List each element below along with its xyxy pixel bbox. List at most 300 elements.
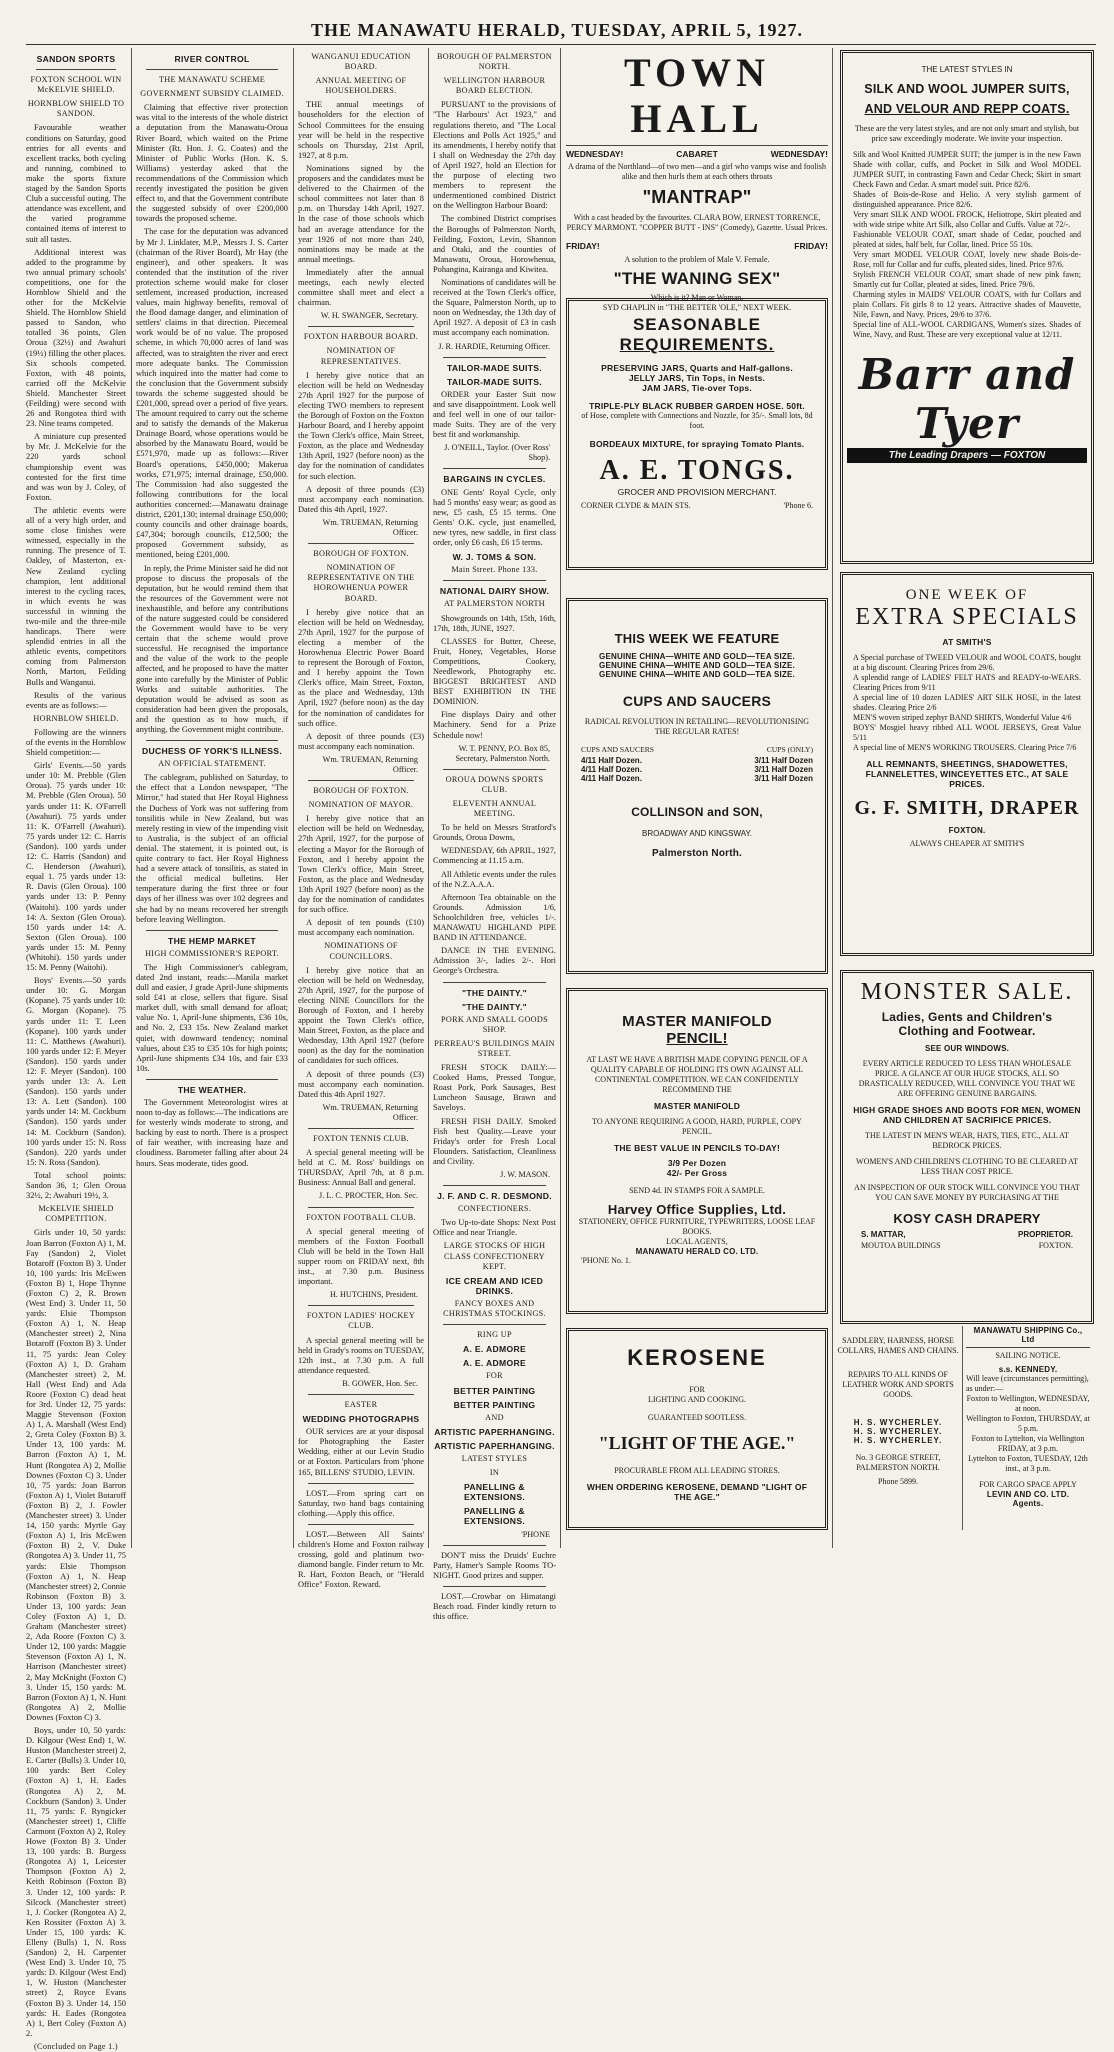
ad-line: A. E. ADMORE bbox=[463, 1344, 526, 1355]
paragraph: CLASSES for Butter, Cheese, Fruit, Honey, Vegetables, Horse Competitions, Cookery, Needlework, Photography etc. BIGGEST BRIGHTEST AND BEST EXHIBITION IN THE DOMINION. bbox=[433, 636, 556, 707]
paragraph: I hereby give notice that an election will be held on Wednesday 27th April 1927 for the purpose of electing TWO members to represent the Borough of Foxton on the Foxton Harbour Board, and I hereby appoint the Town Clerk's office, Main Street, Foxton, as the place and Wednesday 13th April, 1927 (before noon) as the day for the nomination of candidates for such election. bbox=[298, 370, 424, 481]
paragraph: A deposit of ten pounds (£10) must accompany each nomination. bbox=[298, 918, 424, 938]
town: FOXTON. bbox=[948, 826, 986, 835]
ad-line: Stylish FRENCH VELOUR COAT, smart shade of new pink fawn; Smartly cut fur Collar, pleated at sides, lined. Price 79/6. bbox=[853, 270, 1081, 289]
ad-line: GENUINE CHINA—WHITE AND GOLD—TEA SIZE. bbox=[599, 652, 795, 661]
paragraph: Boys, under 10, 50 yards: D. Kilgour (West End) 1, W. Huston (Manchester street) 2, E. Carter (Bulls) 3. Under 10, 100 yards: Bert Coley (Foxton A) 1, H. Eades (Rongotea A) 2, M. Cockburn (Sandon) 3. Under 11, 75 yards: F. Ryngicker (Manchester street) 1, Cliffe Carmont (Foxton A) 2, Roley Howe (Foxton B) 3. Under 13, 100 yards: B. Burgess (Rongotea A) 1, Leicester Thompson (Foxton A) 2, Keith Robinson (Foxton B) 3. Under 12, 100 yards: P. Silcock (Manchester street) 1, J. Cocker (Rongotea A) 2, Ken Rossiter (Foxton A) 3. Under 15, 100 yards: K. Elleny (Bulls) 1, N. Ross (Sandon) 2, H. Carpenter (West End) 3. Under 10, 75 yards: D. Kilgour (West End) 1, W. Huston (Manchester street) 2, Royce Evans (Foxton B) 3. Under 14, 150 yards: H. Eades (Rongotea A) 1, Bert Coley (Foxton A) 2. bbox=[26, 1726, 126, 2038]
price: 4/11 Half Dozen. bbox=[581, 765, 642, 774]
paragraph: In reply, the Prime Minister said he did not propose to discuss the proposals of the deputation, but he would remind them that the resources of the Government were not inexhaustible, and before any contributions of the nature suggested could be considered the Government would have to be very certain that the scheme would prove successful. He recognised the importance and the value of the work to the people affected, and he proposed to have the matter gone into carefully by the Minister of Public Works and suitable authorities. The deputation would be advised as soon as consideration had been given the proposals, and the question as to how much, if anything, the Government might contribute. bbox=[136, 563, 288, 734]
divider bbox=[146, 930, 278, 931]
shipping-ad bbox=[966, 1326, 1090, 1530]
merchant-name: KOSY CASH DRAPERY bbox=[893, 1211, 1041, 1226]
film-tagline: Which is it? Man or Woman. bbox=[650, 293, 744, 302]
day-label: WEDNESDAY! bbox=[566, 149, 624, 159]
town: FOXTON. bbox=[1038, 1241, 1073, 1250]
merchant-name: H. S. WYCHERLEY. bbox=[853, 1427, 943, 1436]
column-river-control bbox=[136, 50, 288, 1550]
signature: J. R. HARDIE, Returning Officer. bbox=[438, 341, 550, 351]
divider bbox=[36, 69, 116, 70]
notice-subheading: PORK AND SMALL GOODS SHOP. bbox=[441, 1014, 548, 1034]
townhall-title: TOWN HALL bbox=[624, 50, 770, 141]
notice-heading: TAILOR-MADE SUITS. bbox=[447, 376, 542, 387]
merchant-trade: GROCER AND PROVISION MERCHANT. bbox=[617, 487, 777, 497]
paragraph: I hereby give notice that an election will be held on Wednesday, 27th April, 1927, for the purpose of electing a Mayor for the Borough of Foxton, and I hereby appoint the Town Clerk's office, Main Street, Foxton, as the place and Wednesday 13th April 1927 (before noon) as the day for the nomination of candidates for such office. bbox=[298, 814, 424, 915]
ad-line: AT LAST WE HAVE A BRITISH MADE COPYING PENCIL OF A QUALITY CAPABLE OF HOLDING ITS OWN AGAINST ALL CONTINENTAL COMPETITION. WE CAN CONFIDENTLY RECOMMEND THE bbox=[586, 1055, 808, 1094]
notice-heading: "THE DAINTY." bbox=[461, 1001, 528, 1012]
ad-title: SEASONABLE bbox=[632, 315, 762, 334]
ad-line: WHEN ORDERING KEROSENE, DEMAND "LIGHT OF THE AGE." bbox=[586, 1482, 808, 1502]
ad-slogan: "LIGHT OF THE AGE." bbox=[598, 1433, 796, 1453]
ad-line: AND bbox=[485, 1412, 504, 1422]
ad-line: BOYS' Mosgiel heavy ribbed ALL WOOL JERSEYS, Great Value 5/11 bbox=[853, 723, 1081, 742]
notice-line: LARGE STOCKS OF HIGH CLASS CONFECTIONERY KEPT. bbox=[443, 1241, 546, 1271]
paragraph: A special general meeting will be held in Grady's rooms on TUESDAY, 12th inst., at 7.30 p.m. A full attendance requested. bbox=[298, 1335, 424, 1375]
paragraph: Following are the winners of the events in the Hornblow Shield competition:— bbox=[26, 727, 126, 758]
address: MOUTOA BUILDINGS bbox=[861, 1241, 941, 1250]
ad-line: TO ANYONE REQUIRING A GOOD, HARD, PURPLE, COPY PENCIL. bbox=[592, 1117, 802, 1136]
signature: B. GOWER, Hon. Sec. bbox=[342, 1378, 418, 1388]
divider bbox=[443, 769, 546, 770]
merchant-name: COLLINSON and SON, bbox=[631, 805, 763, 819]
column-notices-2 bbox=[433, 50, 556, 1622]
merchant-address-row bbox=[569, 497, 825, 510]
film-cast: With a cast headed by the favourites. CLARA BOW, ERNEST TORRENCE, PERCY MARMONT. "COPPER BUTT - INS" (Comedy), Gazette. Usual Prices. bbox=[566, 213, 828, 232]
paragraph: Boys' Events.—50 yards under 10: G. Morgan (Kopane). 75 yards under 10: G. Morgan (Kopane). 75 yards under 11: T. Leen (Kopane). 100 yards under 11: C. Matthews (Awahuri). 100 yards under 12: F. Meyer (Sandon). 150 yards under 12: F. Meyer (Sandon). 100 yards under 13: A. Lett (Sandon). 150 yards under 13: A. Lett (Sandon). 100 yards under 14: M. Cockburn (Sandon). 150 yards under 14: M. Cockburn (Sandon). 100 yards under 15: N. Ross (Sandon). 220 yards under 15: N. Ross (Sandon). bbox=[26, 976, 126, 1167]
ad-title: SILK AND WOOL JUMPER SUITS, bbox=[864, 82, 1070, 96]
divider bbox=[443, 1586, 546, 1587]
ad-line: SAILING NOTICE. bbox=[995, 1351, 1061, 1360]
ad-line: ARTISTIC PAPERHANGING. bbox=[434, 1426, 555, 1437]
ad-title: PENCIL! bbox=[666, 1030, 728, 1047]
divider bbox=[443, 1324, 546, 1325]
paragraph: Claiming that effective river protection was vital to the interests of the whole district a deputation from the Manawatu-Oroua River Board, which waited on the Prime Minister (Rt. Hon. J. G. Coates) and the Minister of Public Works (Hon. K. S. Williams) yesterday asked that the recommendations of the Commission which recently investigated the position be given effect to, and that the Government contribute the suggested subsidy of over £200,000 towards the proposed scheme. bbox=[136, 103, 288, 224]
ad-line: ALL REMNANTS, SHEETINGS, SHADOWETTES, FLANNELETTES, WINCEYETTES ETC., AT SALE PRICES. bbox=[865, 759, 1069, 789]
price-row bbox=[569, 756, 825, 765]
ad-line: RADICAL REVOLUTION IN RETAILING—REVOLUTIONISING THE REGULAR RATES! bbox=[584, 717, 810, 736]
signature: W. T. PENNY, P.O. Box 85, Secretary, Palmerston North. bbox=[455, 743, 550, 763]
ad-line: Fashionable VELOUR COAT, smart shade of Cedar, pouched and pleated at sides, half belt, fur Collar, lined. Price 55 10s. bbox=[853, 230, 1081, 249]
notice-heading: FOXTON TENNIS CLUB. bbox=[313, 1134, 409, 1143]
divider bbox=[308, 1207, 414, 1208]
agent-name: LEVIN AND CO. LTD. bbox=[986, 1490, 1070, 1499]
column-rule bbox=[560, 48, 561, 1548]
price-column-label: CUPS (ONLY) bbox=[766, 745, 813, 754]
column-sandon-sports bbox=[26, 50, 126, 2051]
signature: H. HUTCHINS, President. bbox=[329, 1290, 418, 1300]
notice-line: FANCY BOXES AND CHRISTMAS STOCKINGS. bbox=[443, 1298, 546, 1319]
paragraph: THE annual meetings of householders for the election of School Committees for the ensuing year will be held in the respective schools on Thursday, 21st April, 1927, at 8 p.m. bbox=[298, 100, 424, 160]
paragraph: Girls' Events.—50 yards under 10: M. Prebble (Glen Oroua). 75 yards under 10: M. Prebble (Glen Oroua). 50 yards under 11: K. O'Farrell (Awahuri). 75 yards under 11: K. O'Farrell (Awahuri). 75 yards under 12: C. Harris (Sandon). 100 yards under 12: C. Harris (Sandon) and C. Henderson (Awahuri), equal 1. 75 yards under 13: R. Davis (Glen Oroua). 100 yards under 13: P. Penny (Waitohi). 100 yards under 14: A. Sexton (Glen Oroua). 150 yards under 14: A. Sexton (Glen Oroua). 100 yards under 15: M. Penny (Whitohi). 150 yards under 15: M. Penny (Waitohi). bbox=[26, 761, 126, 973]
notice-subheading: AT PALMERSTON NORTH bbox=[443, 599, 546, 609]
notice-subheading: ELEVENTH ANNUAL MEETING. bbox=[452, 799, 537, 819]
paragraph: LOST.—Between All Saints' children's Home and Foxton railway crossing, gold and platinum two-diamond bangle. Finder return to Mr. R. Hart, Foxton Beach, or "Herald Office" Foxton. Reward. bbox=[298, 1529, 424, 1590]
ad-line: THE LATEST IN MEN'S WEAR, HATS, TIES, ETC., ALL AT BEDROCK PRICES. bbox=[865, 1131, 1069, 1150]
ad-line: FOR CARGO SPACE APPLY bbox=[979, 1480, 1077, 1489]
notice-heading: TAILOR-MADE SUITS. bbox=[447, 362, 542, 373]
paragraph: The cablegram, published on Saturday, to the effect that a London newspaper, "The Mirror," had stated that Her Royal Highness the Duchess of York was not suffering from tonsilitis while in New Zealand, but was merely resting in view of the impending visit to Australia, is the subject of an official denial. The statement, it is pointed out, is quite contrary to fact. Her Royal Highness had a severe attack of tonsilitis, as stated in the official medical bulletins. Her temperature during the first three or four days of her illness was over 102 degrees and she had by no means recovered her strength before leaving Wellington. bbox=[136, 773, 288, 924]
ad-title: Clothing and Footwear. bbox=[898, 1024, 1036, 1038]
paragraph: Results of the various events are as follows:— bbox=[26, 690, 126, 710]
ad-line: Charming styles in MAIDS' VELOUR COATS, with fur Collars and plain Collars. Fit girls 8 to 12 years. Attractive shades of Mauvette, Nile, Fawn, and Navy. Prices, 29/6 to 37/6. bbox=[853, 290, 1081, 319]
article-heading: THE HEMP MARKET bbox=[168, 935, 256, 946]
notice-heading: BOROUGH OF PALMERSTON NORTH. bbox=[436, 52, 553, 72]
ad-line: THE LATEST STYLES IN bbox=[921, 65, 1013, 74]
ad-line: PANELLING & EXTENSIONS. bbox=[463, 1506, 526, 1527]
paragraph: Additional interest was added to the programme by two annual primary schools' competitions, one for the Hornblow Shield and the other for the McKelvie Shield. The Hornblow Shield passed to Sandon, who totalled 36 points, Glen Oroua (32½) and Awahuri (19½) filling the other places. Six schools competed. Foxton, with 48 points, carried off the McKelvie Shield. Manchester Street (Feilding) were second with 26 and Rongotea third with 23. Nine teams competed. bbox=[26, 247, 126, 429]
ad-line: JELLY JARS, Tin Tops, in Nests. bbox=[628, 373, 766, 383]
day-label: WEDNESDAY! bbox=[770, 149, 828, 159]
merchant-name: A. E. TONGS. bbox=[599, 455, 795, 486]
townhall-day-row bbox=[566, 149, 828, 159]
address: No. 3 GEORGE STREET, PALMERSTON NORTH. bbox=[855, 1453, 941, 1472]
paragraph: DON'T miss the Druids' Euchre Party, Hamer's Sample Rooms TO-NIGHT. Good prizes and supper. bbox=[433, 1550, 556, 1580]
merchant-name: G. F. SMITH, DRAPER bbox=[854, 797, 1080, 819]
divider bbox=[308, 1394, 414, 1395]
ad-line: Very smart SILK AND WOOL FROCK, Heliotrope, Skirt pleated and with wide stripe white Art Silk, also Collar and Cuffs. Value at 72/-. bbox=[853, 210, 1081, 229]
signature: J. O'NEILL, Taylor. (Over Ross' Shop). bbox=[444, 443, 550, 463]
divider bbox=[308, 1483, 414, 1484]
paragraph: A special general meeting of members of the Foxton Football Club will be held in the Town Hall supper room on FRIDAY next, 8th inst., at 7.30 p.m. Business important. bbox=[298, 1226, 424, 1287]
ad-line: GENUINE CHINA—WHITE AND GOLD—TEA SIZE. bbox=[599, 661, 795, 670]
paragraph: Fine displays Dairy and other Machinery. Send for a Prize Schedule now! bbox=[433, 710, 556, 740]
notice-subheading: NOMINATION OF REPRESENTATIVE ON THE HOROWHENUA POWER BOARD. bbox=[307, 563, 415, 603]
ad-line: A Special purchase of TWEED VELOUR and WOOL COATS, bought at a big discount. Clearing Prices from 29/6. bbox=[853, 653, 1081, 672]
next-week-note: SYD CHAPLIN in "THE BETTER 'OLE," NEXT WEEK. bbox=[602, 303, 792, 312]
ad-line: MEN'S woven striped zephyr BAND SHIRTS, Wonderful Value 4/6 bbox=[853, 713, 1072, 722]
signature: Wm. TRUEMAN, Returning Officer. bbox=[322, 754, 418, 774]
paragraph: A special general meeting will be held at C. M. Ross' buildings on THURSDAY, April 7th, at 8 p.m. Business: Annual Ball and general. bbox=[298, 1148, 424, 1188]
ad-line: AN INSPECTION OF OUR STOCK WILL CONVINCE YOU THAT YOU CAN SAVE MONEY BY PURCHASING AT THE bbox=[854, 1183, 1080, 1202]
column-rule bbox=[428, 48, 429, 1548]
divider bbox=[443, 1185, 546, 1186]
article-subheading: FOXTON SCHOOL WIN McKELVIE SHIELD. bbox=[30, 75, 122, 95]
phone: Phone 5899. bbox=[878, 1477, 918, 1486]
ad-line: PRESERVING JARS, Quarts and Half-gallons. bbox=[601, 363, 793, 373]
article-heading: THE WEATHER. bbox=[177, 1084, 247, 1095]
column-rule bbox=[962, 1326, 963, 1530]
sailing: Foxton to Wellington, WEDNESDAY, at noon. bbox=[966, 1394, 1090, 1413]
ad-line: MASTER MANIFOLD bbox=[653, 1101, 741, 1111]
notice-heading: "THE DAINTY." bbox=[461, 987, 528, 998]
divider bbox=[308, 1524, 414, 1525]
paragraph: Showgrounds on 14th, 15th, 16th, 17th, 18th, JUNE, 1927. bbox=[433, 613, 556, 633]
ad-line: REPAIRS TO ALL KINDS OF LEATHER WORK AND SPORTS GOODS. bbox=[842, 1370, 954, 1399]
divider bbox=[308, 1128, 414, 1129]
signature: W. J. TOMS & SON. bbox=[452, 552, 537, 563]
paragraph: The High Commissioner's cablegram, dated 2nd instant, reads:—Manila market dull and easier, J grade April-June shipments sold £41 at close, sellers that figure. Sisal market dull, with small demand for afloat; value No. 1, April-June shipments, £36 10s, and No. 2, £33 15s. New Zealand market quiet, with downward tendency; nominal values, about £35 to £35 10s for high points; April-June shipments £34 10s, and fair £33 10s. bbox=[136, 962, 288, 1073]
ad-line: FOR bbox=[689, 1385, 705, 1394]
masthead: THE MANAWATU HERALD, TUESDAY, APRIL 5, 1927. bbox=[310, 20, 804, 40]
ad-line: FOR bbox=[486, 1371, 503, 1381]
film-description: A drama of the Northland—of two men—and a girl who vamps wise and foolish alike and then hurls them at each others throats bbox=[568, 162, 826, 181]
notice-heading: FOXTON HARBOUR BOARD. bbox=[303, 332, 419, 342]
notice-heading: BOROUGH OF FOXTON. bbox=[313, 786, 409, 796]
ad-line: ONE WEEK OF bbox=[905, 587, 1029, 603]
price-column-label: CUPS AND SAUCERS bbox=[581, 745, 655, 754]
proprietor-row bbox=[843, 1226, 1091, 1239]
ad-line: MANAWATU HERALD CO. LTD. bbox=[635, 1247, 759, 1256]
ad-line: Agents. bbox=[1012, 1499, 1044, 1508]
notice-subheading: ANNUAL MEETING OF HOUSEHOLDERS. bbox=[315, 76, 407, 96]
address-row bbox=[843, 1239, 1091, 1250]
continuation-note: (Concluded on Page 1.) bbox=[34, 2041, 118, 2051]
ad-line: of Hose, complete with Connections and Nozzle, for 35/-. Small lots, 8d foot. bbox=[581, 411, 813, 430]
address: Main Street. Phone 133. bbox=[451, 565, 538, 575]
article-subheading: HORNBLOW SHIELD TO SANDON. bbox=[27, 99, 125, 119]
price: 3/11 Half Dozen bbox=[754, 756, 813, 765]
merchant-name: H. S. WYCHERLEY. bbox=[853, 1418, 943, 1427]
ad-line: These are the very latest styles, and are not only smart and stylish, but price saw exceedingly moderate. We invite your inspection. bbox=[854, 124, 1080, 143]
paragraph: I hereby give notice that an election will be held on Wednesday, 27th April, 1927, for the purpose of electing NINE Councillors for the Borough of Foxton, and I hereby appoint the Town Clerk's office, Main Street, Foxton, as the place and Wednesday, 13th April 1927 (before noon) as the day for the nomination of candidates for such offices. bbox=[298, 965, 424, 1066]
ad-line: GENUINE CHINA—WHITE AND GOLD—TEA SIZE. bbox=[599, 670, 795, 679]
notice-heading: NATIONAL DAIRY SHOW. bbox=[439, 586, 550, 597]
paragraph: OUR services are at your disposal for Photographing the Easter Wedding, either at our Levin Studio or at Foxton. Particulars from 'phone 165, BILLENS' STUDIO, LEVIN. bbox=[298, 1427, 424, 1477]
ad-line: GUARANTEED SOOTLESS. bbox=[647, 1413, 747, 1422]
signature: Wm. TRUEMAN, Returning Officer. bbox=[322, 517, 418, 538]
price-row bbox=[569, 774, 825, 783]
divider bbox=[308, 1305, 414, 1306]
notice-heading: EASTER bbox=[344, 1399, 378, 1409]
phone: 'PHONE No. 1. bbox=[581, 1256, 631, 1265]
paragraph: Afternoon Tea obtainable on the Grounds. Admission 1/6, Schoolchildren free, vehicles 1/-. MANAWATU HIGHLAND PIPE BAND IN ATTENDANCE. bbox=[433, 892, 556, 943]
paragraph: A miniature cup presented by Mr. J. McKelvie for the 220 yards school championship event was contested for the first time and was won by J. Coley, of Foxton. bbox=[26, 432, 126, 502]
divider bbox=[308, 780, 414, 781]
film-description: A solution to the problem of Male V. Female. bbox=[624, 255, 770, 264]
price: 3/11 Half Dozen bbox=[754, 774, 813, 783]
paragraph: A deposit of three pounds (£3) must accompany each nomination. Dated this 4th April 1927. bbox=[298, 1069, 424, 1099]
column-rule bbox=[293, 48, 294, 1548]
paragraph: WEDNESDAY, 6th APRIL, 1927, Commencing at 11.15 a.m. bbox=[433, 846, 556, 866]
ad-line: Very smart MODEL VELOUR COAT, lovely new shade Bois-de-Rose, roll fur Collar and fur cuffs, pleated sides, lined. Price 97/6. bbox=[853, 250, 1081, 269]
divider bbox=[308, 326, 414, 327]
signature: W. H. SWANGER, Secretary. bbox=[320, 311, 418, 321]
paragraph: To be held on Messrs Stratford's Grounds, Oroua Downs, bbox=[433, 823, 556, 843]
sailing: Lyttelton to Foxton, TUESDAY, 12th inst., at 3 p.m. bbox=[968, 1454, 1088, 1473]
proprietor-label: PROPRIETOR. bbox=[1018, 1230, 1073, 1239]
paragraph: A deposit of three pounds (£3) must accompany each nomination. Dated this 4th April, 1927. bbox=[298, 484, 424, 514]
ad-title: THIS WEEK WE FEATURE bbox=[614, 631, 780, 646]
barr-tyer-logo: Barr and Tyer bbox=[858, 350, 1076, 448]
ad-title: MASTER MANIFOLD bbox=[622, 1013, 772, 1030]
notice-heading: WEDDING PHOTOGRAPHS bbox=[302, 1414, 420, 1425]
ad-line: A special line of 10 dozen LADIES' ART SILK HOSE, in the latest shades. Clearing Price 2/6 bbox=[853, 693, 1081, 712]
address: CORNER CLYDE & MAIN STS. bbox=[581, 501, 691, 510]
paragraph: The athletic events were all of a very high order, and some close finishes were witnessed, especially in the running. The presence of T. Oakley, of Masterton, ex-New Zealand cycling champion, lent additional interest to the cycling races, in which events he was successful in winning the two-mile and the three-mile handicaps. There were splendid entries in all the athletic events, competitors coming from Palmerston North, Marton, Feilding Bulls and Wanganui. bbox=[26, 505, 126, 687]
article-subheading: GOVERNMENT SUBSIDY CLAIMED. bbox=[140, 89, 284, 99]
logo-banner: The Leading Drapers — FOXTON bbox=[847, 448, 1087, 463]
ad-line: WOMEN'S AND CHILDREN'S CLOTHING TO BE CLEARED AT LESS THAN COST PRICE. bbox=[856, 1157, 1078, 1176]
price: 4/11 Half Dozen. bbox=[581, 774, 642, 783]
ad-line: TRIPLE-PLY BLACK RUBBER GARDEN HOSE. 50ft. bbox=[589, 401, 805, 411]
monster-sale-ad bbox=[840, 970, 1094, 1324]
ad-title: MONSTER SALE. bbox=[860, 979, 1074, 1005]
ad-line: IN bbox=[489, 1468, 500, 1478]
paragraph: DANCE IN THE EVENING. Admission 3/-, ladies 2/-. Hori George's Orchestra. bbox=[433, 946, 556, 976]
ad-line: SADDLERY, HARNESS, HORSE COLLARS, HAMES AND CHAINS. bbox=[837, 1336, 959, 1355]
paragraph: The combined District comprises the Boroughs of Palmerston North, Feilding, Foxton, Levin, Shannon and Otaki, and the counties of Manawatu, Oroua, Horowhenua, Pohangina, Kairanga and Kiwitea. bbox=[433, 214, 556, 274]
ad-line: STATIONERY, OFFICE FURNITURE, TYPEWRITERS, LOOSE LEAF BOOKS. bbox=[578, 1217, 816, 1236]
article-subheading: HORNBLOW SHIELD. bbox=[33, 713, 119, 723]
paragraph: A deposit of three pounds (£3) must accompany each nomination. bbox=[298, 731, 424, 751]
article-subheading: HIGH COMMISSIONER'S REPORT. bbox=[145, 948, 279, 958]
ad-line: THE BEST VALUE IN PENCILS TO-DAY! bbox=[613, 1143, 781, 1153]
ad-line: A. E. ADMORE bbox=[463, 1358, 526, 1369]
ad-title: REQUIREMENTS. bbox=[619, 335, 775, 354]
article-heading: SANDON SPORTS bbox=[36, 54, 116, 64]
film-title: "THE WANING SEX" bbox=[613, 269, 781, 288]
paragraph: I hereby give notice that an election will be held on Wednesday, 27th April, 1927 for the purpose of electing a member of the Horowhenua Electric Power Board to represent the Borough of Foxton, and I hereby appoint the Town Clerk's office, Main Street, Foxton, as the place and Wednesday, 13th April, 1927 (before noon) as the day for the nomination of candidates for such office. bbox=[298, 607, 424, 728]
town: Palmerston North. bbox=[651, 848, 743, 859]
merchant-name: H. S. WYCHERLEY. bbox=[853, 1436, 943, 1445]
notice-subheading: WELLINGTON HARBOUR BOARD ELECTION. bbox=[443, 76, 546, 96]
day-label: FRIDAY! bbox=[794, 241, 828, 251]
signature: J. L. C. PROCTER, Hon. Sec. bbox=[319, 1191, 418, 1201]
ad-line: AT SMITH'S bbox=[942, 637, 992, 647]
townhall-day-row bbox=[566, 241, 828, 251]
divider bbox=[146, 69, 278, 70]
signature: Wm. TRUEMAN, Returning Officer. bbox=[322, 1102, 418, 1122]
ad-line: BORDEAUX MIXTURE, for spraying Tomato Plants. bbox=[589, 439, 805, 449]
ad-line: Special line of ALL-WOOL CARDIGANS, Women's sizes. Shades of Wine, Navy, and Rust. These are very exceptional value at 12/11. bbox=[853, 320, 1081, 339]
notice-subheading: CONFECTIONERS. bbox=[457, 1204, 532, 1214]
price: 42/- Per Gross bbox=[666, 1168, 728, 1178]
ad-line: LIGHTING AND COOKING. bbox=[648, 1395, 746, 1404]
signature: J. W. MASON. bbox=[500, 1170, 550, 1179]
ad-line: SEE OUR WINDOWS. bbox=[924, 1044, 1010, 1053]
column-rule bbox=[131, 48, 132, 1548]
column-notices bbox=[298, 50, 424, 1590]
paragraph: PURSUANT to the provisions of "The Harbours' Act 1923," and regulations thereto, and "The Local Elections and Polls Act 1925," and its amendments, I hereby notify that I shall on Wednesday the 27th day of April 1927, hold an Election for the purpose of electing two members to represent the undermentioned combined District on the Wellington Harbour Board: bbox=[433, 100, 556, 211]
ad-title: EXTRA SPECIALS bbox=[855, 604, 1079, 630]
divider bbox=[443, 580, 546, 581]
sailing: Wellington to Foxton, THURSDAY, at 5 p.m. bbox=[966, 1414, 1090, 1433]
paragraph: LOST.—From spring cart on Saturday, two hand bags containing clothing.—Apply this office. bbox=[298, 1488, 424, 1518]
ad-title: CUPS AND SAUCERS bbox=[622, 693, 772, 709]
ad-line: Silk and Wool Knitted JUMPER SUIT; the jumper is in the new Fawn Shade with collar, cuffs, and Pocket in Silk and Wool MODEL JUMPER SUIT, in contrasting Fawn and Cedar Check; Skirt in smart Check Fawn and Cedar. A smart model suit. Price 82/6. bbox=[853, 150, 1081, 189]
divider bbox=[146, 1079, 278, 1080]
paragraph: FRESH FISH DAILY. Smoked Fish best Quality.—Leave your Friday's order for Fresh Local Flounders. Satisfaction, Cleanliness and Civility. bbox=[433, 1116, 556, 1166]
paragraph: ONE Gents' Royal Cycle, only had 5 months' easy wear; as good as new, £5 cash, £5 15 terms. One Gents' O.K. cycle, just enamelled, new tyres, new saddle, in first class order, only £6 cash, £6 15 terms. bbox=[433, 487, 556, 548]
ad-line: LOCAL AGENTS, bbox=[666, 1237, 728, 1246]
divider bbox=[966, 1347, 1090, 1348]
address: BROADWAY AND KINGSWAY. bbox=[642, 829, 752, 838]
divider bbox=[443, 357, 546, 358]
notice-heading: OROUA DOWNS SPORTS CLUB. bbox=[445, 774, 544, 794]
notice-heading: WANGANUI EDUCATION BOARD. bbox=[311, 52, 411, 72]
ad-line: PANELLING & EXTENSIONS. bbox=[463, 1482, 526, 1503]
ad-title: KEROSENE bbox=[627, 1345, 767, 1370]
notice-heading: FOXTON LADIES' HOCKEY CLUB. bbox=[306, 1311, 416, 1331]
ship-name: s.s. KENNEDY. bbox=[998, 1365, 1058, 1374]
feature-ad bbox=[566, 598, 828, 974]
paragraph: FRESH STOCK DAILY:—Cooked Hams, Pressed Tongue, Roast Pork, Pork Sausages, Best Luncheon Sausage, Brawn and Saveloys. bbox=[433, 1063, 556, 1113]
price: 3/9 Per Dozen bbox=[667, 1158, 727, 1168]
ad-title: AND VELOUR AND REPP COATS. bbox=[864, 102, 1070, 116]
article-heading: DUCHESS OF YORK'S ILLNESS. bbox=[141, 746, 283, 757]
paragraph: The Government Meteorologist wires at noon to-day as follows:—The indications are for westerly winds moderate to strong, and backing by east to north. There is a prospect of fair weather, with increasing haze and cloudiness. Barometer falling after about 24 hours. Seas moderate, tides good. bbox=[136, 1098, 288, 1168]
merchant-name: Harvey Office Supplies, Ltd. bbox=[607, 1202, 787, 1217]
paragraph: ORDER your Easter Suit now and save disappointment. Look well and feel well in one of our tailor-made Suits. They are of the very best fit and workmanship. bbox=[433, 389, 556, 440]
ad-line: BETTER PAINTING bbox=[453, 1385, 536, 1396]
paragraph: LOST.—Crowbar on Himatangi Beach road. Finder kindly return to this office. bbox=[433, 1591, 556, 1622]
article-subheading: McKELVIE SHIELD COMPETITION. bbox=[38, 1204, 114, 1224]
notice-heading: FOXTON FOOTBALL CLUB. bbox=[306, 1212, 416, 1222]
saddlery-ad bbox=[836, 1330, 960, 1530]
notice-subheading: NOMINATION OF MAYOR. bbox=[308, 800, 414, 810]
ad-line: PROCURABLE FROM ALL LEADING STORES. bbox=[614, 1466, 780, 1475]
townhall-ad bbox=[566, 50, 828, 312]
day-label: FRIDAY! bbox=[566, 241, 600, 251]
notice-subheading: NOMINATION OF REPRESENTATIVES. bbox=[320, 346, 402, 366]
paragraph: All Athletic events under the rules of the N.Z.A.A.A. bbox=[433, 869, 556, 889]
ad-title: Ladies, Gents and Children's bbox=[881, 1010, 1053, 1024]
paragraph: Two Up-to-date Shops: Next Post Office and near Triangle. bbox=[433, 1218, 556, 1238]
film-title: "MANTRAP" bbox=[642, 187, 752, 207]
ad-line: BETTER PAINTING bbox=[453, 1399, 536, 1410]
manifold-ad bbox=[566, 988, 828, 1314]
notice-subheading: PERREAU'S BUILDINGS MAIN STREET. bbox=[434, 1038, 555, 1058]
ad-line: 'PHONE bbox=[521, 1529, 550, 1539]
divider bbox=[566, 145, 828, 146]
masthead-rule bbox=[26, 44, 1096, 45]
article-heading: RIVER CONTROL bbox=[174, 54, 250, 64]
kerosene-ad bbox=[566, 1328, 828, 1530]
ad-line: EVERY ARTICLE REDUCED TO LESS THAN WHOLESALE PRICE. A GLANCE AT OUR HUGE STOCKS, ALL SO DRASTICALLY REDUCED, WILL CONVINCE YOU THAT WE ARE OFFERING GENUINE BARGAINS. bbox=[858, 1059, 1076, 1098]
smith-specials-ad bbox=[840, 572, 1094, 956]
price: 4/11 Half Dozen. bbox=[581, 756, 642, 765]
notice-heading: BOROUGH OF FOXTON. bbox=[313, 549, 409, 559]
notice-heading: J. F. AND C. R. DESMOND. bbox=[437, 1191, 552, 1202]
divider bbox=[443, 982, 546, 983]
ad-line: Will leave (circumstances permitting), as under:— bbox=[966, 1374, 1089, 1393]
paragraph: Favourable weather conditions on Saturday, good entries for all events and excellent tracks, both cycling and running, combined to make the sports fixture staged by the Sandon Sports Club a successful outing. The attendance was excellent, and the varied programme contained items of interest to suit all tastes. bbox=[26, 123, 126, 244]
paragraph: Total school points: Sandon 36, 1; Glen Oroua 32½, 2; Awahuri 19½, 3. bbox=[26, 1170, 126, 1201]
paragraph: Girls under 10, 50 yards: Joan Barron (Foxton A) 1, M. Fay (Sandon) 2, Violet Botaroff (Foxton B) 3. Under 10, 100 yards: Iris McEwen (Foxton B) 1, Hope Thynne (Foxton C) 2, R. Brown (West End) 3. Under 11, 50 yards: Elsie Thompson (Foxton A) 1, N. Heap (Manchester street) 2, Nina Botaroff (Foxton B) 3. Under 11, 75 yards: Jean Coley (Foxton A) 1, D. Graham (Manchester street) 2, M. Hall (West End) and Ada Roore (Foxton C) dead heat for 3rd. Under 12, 75 yards: Maggie Stevenson (Foxton A) 1, A. Marshall (West End) 2, Greta Coley (Foxton B) 3. Under 13, 100 yards: M. Barron (Foxton A) 1, M. Hunt (Rongotea A) 2, Mollie Downes (Foxton C) 3. Under 10, 75 yards: Joan Barron (Foxton A) 1, Violet Botaroff (Foxton B) 2, J. Fowler (Manchester street) 3. Under 14, 150 yards: Myrtle Gay (Foxton A) 1, Iris McEwen (Foxton B) 2, V. Duke (Rongotea A) 3. Under 11, 75 yards: Elsie Thompson (Foxton A) 1, N. Heap (Manchester street) 2, Connie Robinson (Foxton B) 3. Under 13, 100 yards: Jean Coley (Foxton A) 1, D. Graham (Manchester street) 2, Ada Roore (Foxton C) 3. Under 12, 100 yards: Maggie Stevenson (Foxton A) 1, N. Harrison (Manchester street) 2, May McKnight (Foxton C) 3. Under 15, 150 yards: M. Barron (Foxton A) 1, N. Hunt (Rongotea A) 2, Mollie Downes (Foxton C) 3. bbox=[26, 1228, 126, 1722]
divider bbox=[146, 740, 278, 741]
price: 3/11 Half Dozen bbox=[754, 765, 813, 774]
ad-line: SEND 4d. IN STAMPS FOR A SAMPLE. bbox=[629, 1186, 765, 1195]
paragraph: Nominations signed by the proposers and the candidates must be delivered to the Chairmen of the school committees not later than 8 p.m. on Thursday 14th April, 1927. In the case of those schools which had an average attendance for the year 1926 of not more than 240, nominations may be made at the annual meetings. bbox=[298, 163, 424, 264]
price-header bbox=[569, 737, 825, 756]
notice-heading: BARGAINS IN CYCLES. bbox=[443, 474, 546, 485]
divider bbox=[443, 468, 546, 469]
ad-line: A special line of MEN'S WORKING TROUSERS. Clearing Price 7/6 bbox=[853, 743, 1077, 752]
ad-line: RING UP bbox=[477, 1330, 512, 1340]
paragraph: The case for the deputation was advanced by Mr J. Linklater, M.P., Messrs J. S. Carter (chairman of the River Board), Mr Hay (the engineer), and other speakers. It was contended that the institution of the river protection scheme would make for closer settlement, increased production, increased values, main highway benefits, removal of the flood damage danger, and elimination of settlers' claims in that direction. Piecemeal work would be of no value. The proposed scheme, in which 70,000 acres of land was affected, was to straighten the river and erect more adequate banks. The Commission which inquired into the matter had come to the conclusion that the Government subsidy towards the scheme suggested should be £201,000, spread over a period of five years. The amount required to carry out the scheme and to satisfy the demands of the Makerua Drainage Board, whose operations would be absorbed by the Manawatu Board, would be £571,970, made up as follows:—River Board's operations, £450,000; Makerua works, £71,975; internal drainage, £50,000. The Commission had also suggested the following contributions for the local authorities concerned:—Manawatu drainage district, £201,130; internal drainage £50,000; county councils and other drainage boards, £47,304; borough councils, £12,500; the proposed Government subsidy, as mentioned, being £201,000. bbox=[136, 227, 288, 560]
ad-line: LATEST STYLES bbox=[461, 1453, 528, 1463]
ad-line: JAM JARS, Tie-over Tops. bbox=[642, 383, 752, 393]
paragraph: Immediately after the annual meetings, each newly elected committee shall meet and elect a chairman. bbox=[298, 267, 424, 308]
notice-line: ICE CREAM AND ICED DRINKS. bbox=[445, 1275, 544, 1296]
ad-line: ALWAYS CHEAPER AT SMITH'S bbox=[909, 839, 1025, 848]
ad-line: A splendid range of LADIES' FELT HATS and READY-to-WEARS. Clearing Prices from 9/11 bbox=[853, 673, 1081, 692]
article-subheading: THE MANAWATU SCHEME bbox=[158, 75, 266, 85]
event-label: CABARET bbox=[676, 149, 718, 159]
divider bbox=[308, 543, 414, 544]
seasonable-ad bbox=[566, 298, 828, 570]
column-rule bbox=[832, 48, 833, 1548]
article-subheading: AN OFFICIAL STATEMENT. bbox=[158, 759, 266, 769]
notice-subheading: NOMINATIONS OF COUNCILLORS. bbox=[324, 941, 398, 961]
divider bbox=[443, 1545, 546, 1546]
proprietor-name: S. MATTAR, bbox=[861, 1230, 906, 1239]
phone: 'Phone 6. bbox=[783, 501, 813, 510]
price-row bbox=[569, 765, 825, 774]
paragraph: Nominations of candidates will be received at the Town Clerk's office, the Square, Palmerston North, up to noon on Wednesday, the 13th day of April 1927. A deposit of £3 in cash must accompany each nomination. bbox=[433, 277, 556, 338]
ad-line: Shades of Bois-de-Rose and Helio. A very stylish garment of distinguished appearance. Price 82/6. bbox=[853, 190, 1081, 209]
barr-tyer-ad bbox=[840, 50, 1094, 564]
ad-title: MANAWATU SHIPPING Co., Ltd bbox=[973, 1326, 1083, 1344]
